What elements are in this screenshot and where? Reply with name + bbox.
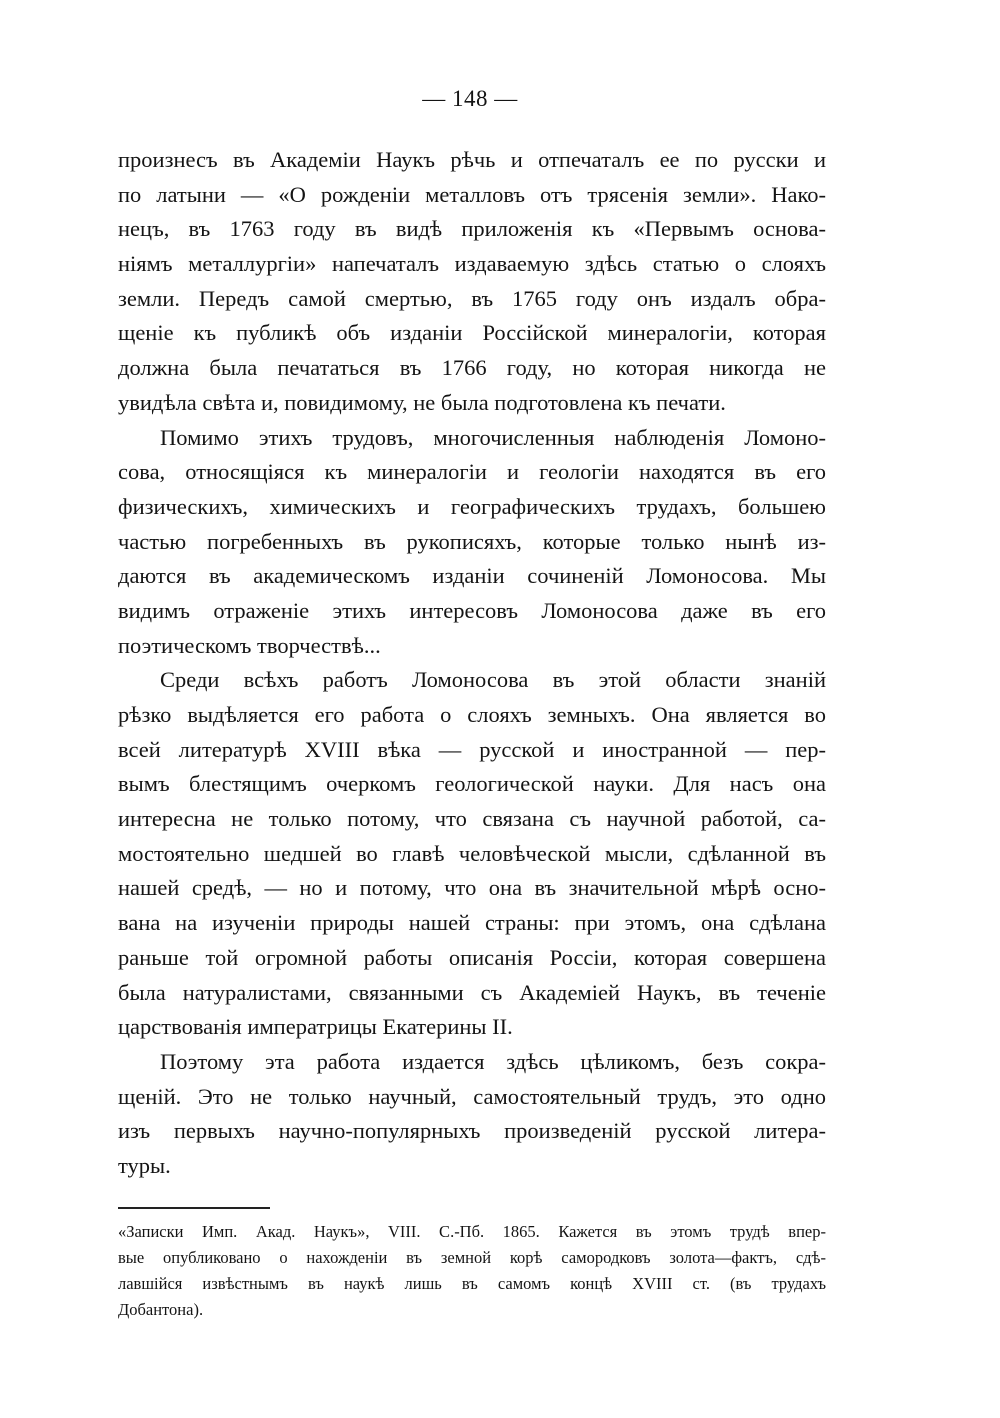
page-number: — 148 — xyxy=(422,86,518,111)
footnote-line: «Записки Имп. Акад. Наукъ», VIII. С.-Пб. 1865. Кажется въ этомъ трудѣ впер- xyxy=(118,1222,826,1241)
text-line: нашей средѣ, — но и потому, что она въ значительной мѣрѣ осно- xyxy=(118,875,826,901)
paragraph xyxy=(118,663,826,1045)
text-line: царствованія императрицы Екатерины II. xyxy=(118,1014,513,1040)
text-line: Среди всѣхъ работъ Ломоносова въ этой области знаній xyxy=(160,667,826,693)
text-line: Помимо этихъ трудовъ, многочисленныя наблюденія Ломоно- xyxy=(160,424,826,450)
text-line: интересна не только потому, что связана съ научной работой, са- xyxy=(118,806,826,832)
text-line: должна была печататься въ 1766 году, но которая никогда не xyxy=(118,355,826,381)
text-line: произнесъ въ Академіи Наукъ рѣчь и отпечаталъ ее по русски и xyxy=(118,147,826,172)
text-line: сова, относящіяся къ минералогіи и геологіи находятся въ его xyxy=(118,459,826,485)
text-line: ніямъ металлургіи» напечаталъ издаваемую здѣсь статью о слояхъ xyxy=(118,251,826,277)
text-line: земли. Передъ самой смертью, въ 1765 году онъ издалъ обра- xyxy=(118,285,826,311)
text-line: по латыни — «О рожденіи металловъ отъ трясенія земли». Нако- xyxy=(118,181,826,207)
text-line: вана на изученіи природы нашей страны: при этомъ, она сдѣлана xyxy=(118,910,826,936)
text-line: изъ первыхъ научно-популярныхъ произведеній русской литера- xyxy=(118,1118,826,1144)
footnote-line: Добантона). xyxy=(118,1300,204,1319)
text-line: была натуралистами, связанными съ Академіей Наукъ, въ теченіе xyxy=(118,979,826,1005)
text-line: частью погребенныхъ въ рукописяхъ, которые только нынѣ из- xyxy=(118,528,826,554)
footnote xyxy=(118,1219,826,1323)
text-line: поэтическомъ творчествѣ... xyxy=(118,632,381,658)
text-line: щеніе къ публикѣ объ изданіи Россійской минералогіи, которая xyxy=(118,320,826,346)
paragraph xyxy=(118,143,826,421)
text-line: даются въ академическомъ изданіи сочиненій Ломоносова. Мы xyxy=(118,563,826,589)
text-line: всей литературѣ XVIII вѣка — русской и иностранной — пер- xyxy=(118,736,826,762)
text-line: Поэтому эта работа издается здѣсь цѣликомъ, безъ сокра- xyxy=(160,1048,826,1074)
text-line: увидѣла свѣта и, повидимому, не была подготовлена къ печати. xyxy=(118,389,726,415)
paragraph xyxy=(118,421,826,664)
body-text xyxy=(118,143,826,1184)
footnote-line: вые опубликовано о нахожденіи въ земной корѣ самородковъ золота—фактъ, сдѣ- xyxy=(118,1248,826,1267)
text-line: нецъ, въ 1763 году въ видѣ приложенія къ «Первымъ основа- xyxy=(118,216,826,242)
text-line: рѣзко выдѣляется его работа о слояхъ земныхъ. Она является во xyxy=(118,702,826,727)
text-line: щеній. Это не только научный, самостоятельный трудъ, это одно xyxy=(118,1083,826,1109)
text-line: раньше той огромной работы описанія Россіи, которая совершена xyxy=(118,944,826,970)
text-line: мостоятельно шедшей во главѣ человѣческой мысли, сдѣланной въ xyxy=(118,840,826,866)
paragraph xyxy=(118,1045,826,1184)
text-line: видимъ отраженіе этихъ интересовъ Ломоносова даже въ его xyxy=(118,597,826,623)
text-line: туры. xyxy=(118,1152,171,1178)
text-line: физическихъ, химическихъ и географическихъ трудахъ, большею xyxy=(118,493,826,519)
footnote-line: лавшійся извѣстнымъ въ наукѣ лишь въ самомъ концѣ XVIII ст. (въ трудахъ xyxy=(118,1274,826,1293)
text-line: вымъ блестящимъ очеркомъ геологической науки. Для насъ она xyxy=(118,771,826,797)
footnote-divider xyxy=(118,1207,270,1209)
